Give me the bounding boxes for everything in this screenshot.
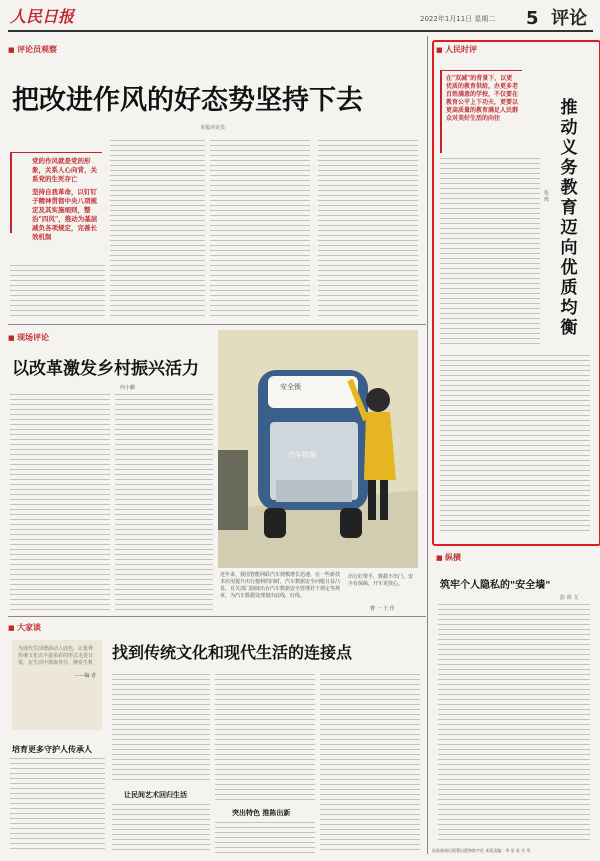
dajiatan-column-label: ■ 大家谈 (8, 622, 41, 633)
page-footer: 国家新闻出版署出版物数字化 本版责编：李 浩 张 芳 等 (432, 848, 531, 853)
people-comment-headline-char: 衡 (560, 318, 578, 338)
people-comment-headline-char: 质 (560, 278, 578, 298)
page-number-section (526, 4, 587, 30)
people-comment-headline-char: 动 (560, 118, 578, 138)
people-comment-headline-char: 向 (560, 238, 578, 258)
illustration-poem: 出行好帮手，数据不出门。安全有保障，开车更放心。 (348, 574, 414, 587)
people-comment-byline: 张 烁 (543, 190, 549, 202)
onsite-text-col-1 (10, 394, 110, 612)
dajiatan-text-col-3 (215, 674, 315, 802)
people-comment-quote: 在"双减"的背景下，以更优质的教育供给，办更多老百姓满意的学校，不仅要在教育公平上下功夫，更要以更高质量的教育满足人民群众对美好生活的向往 (446, 75, 519, 122)
dajiatan-side-quote: 为现代生活增添动人底色，让优秀传统文化以丰富多彩的形式走进日常，在生活中汲取养分、焕发生机 (18, 646, 94, 666)
zongheng-text-col (438, 604, 590, 840)
illustration-artist: 曹 一 王 作 (370, 606, 395, 612)
observer-text-col-2 (110, 140, 205, 318)
onsite-text-col-2 (115, 394, 213, 612)
illustration-label-data: 汽车数据 (288, 451, 316, 459)
people-comment-headline-char: 义 (560, 138, 578, 158)
dajiatan-text-col-1 (10, 758, 105, 853)
issue-date: 2022年1月11日 星期二 (420, 15, 496, 23)
observer-pull-quote: 党的作风就是党的形象，关系人心向背，关系党的生死存亡 (32, 157, 97, 183)
dajiatan-subhead-2: 让民间艺术回归生活 (124, 791, 187, 799)
dajiatan-text-col-4 (320, 674, 420, 854)
dajiatan-subhead-3: 突出特色 推陈出新 (232, 809, 291, 817)
people-comment-headline-char: 教 (560, 178, 578, 198)
page-section-label: 评论 (551, 8, 588, 29)
person-head (366, 388, 390, 412)
zongheng-column-label: ■ 纵横 (436, 552, 461, 563)
people-comment-headline-char: 迈 (560, 218, 578, 238)
observer-byline: 本报评论员 (200, 125, 226, 131)
observer-pull-quote-box (10, 152, 102, 241)
onsite-column-label: ■ 现场评论 (8, 332, 49, 343)
dajiatan-text-col-2b (112, 804, 210, 854)
car-data-illustration (218, 330, 418, 568)
dajiatan-subhead-1: 培育更多守护人传承人 (12, 745, 92, 754)
illustration-label-lock: 安全锁 (280, 383, 301, 391)
dajiatan-headline: 找到传统文化和现代生活的连接点 (112, 643, 353, 662)
car-window (268, 376, 358, 408)
people-comment-text-col-2 (440, 355, 590, 535)
zongheng-headline: 筑牢个人隐私的"安全墙" (440, 580, 551, 591)
people-comment-headline (555, 98, 583, 338)
observer-headline: 把改进作风的好态势坚持下去 (12, 85, 363, 116)
people-comment-headline-char: 推 (560, 98, 578, 118)
people-comment-headline-char: 务 (560, 158, 578, 178)
people-comment-column-label: ■ 人民时评 (436, 44, 477, 55)
newspaper-masthead: 人民日报 (10, 7, 75, 26)
section-divider-1 (8, 324, 426, 325)
dajiatan-text-col-3b (215, 822, 315, 854)
observer-text-col-3 (210, 140, 310, 318)
dajiatan-side-quote-box (12, 640, 102, 730)
people-comment-headline-char: 育 (560, 198, 578, 218)
right-column-divider (427, 36, 428, 854)
people-comment-quote-box (440, 70, 522, 153)
observer-text-col-1a (10, 265, 105, 317)
illustration-svg (218, 330, 418, 568)
onsite-headline: 以改革激发乡村振兴活力 (12, 359, 199, 379)
people-comment-headline-char: 优 (560, 258, 578, 278)
dajiatan-side-quote-byline: ——编 者 (74, 673, 96, 679)
people-comment-headline-char: 均 (560, 298, 578, 318)
observer-column-label: ■ 评论员观察 (8, 44, 57, 55)
people-comment-text-col-1 (440, 158, 540, 348)
zongheng-byline: 彭 训 文 (560, 595, 579, 601)
observer-text-col-4 (318, 140, 418, 318)
dajiatan-text-col-2 (112, 674, 210, 784)
section-divider-2 (8, 616, 426, 617)
top-rule (8, 30, 593, 32)
illustration-caption: 近年来，我国智能网联汽车规模增长迅速，在一些新技术应用提升出行便利的同时，汽车数据安全问题日益凸显。有关部门陆续出台汽车数据安全管理若干规定等规章，为汽车数据处理划出底线、红线。 (220, 572, 341, 599)
observer-pull-quote-2: 坚持自我革命，以钉钉子精神贯彻中央八项规定及其实施细则，整治"四风"，推动为基层减负各项规定，完善长效机制 (32, 188, 98, 241)
onsite-byline: 何小鹏 (120, 385, 136, 391)
page-number: 5 (526, 8, 539, 29)
